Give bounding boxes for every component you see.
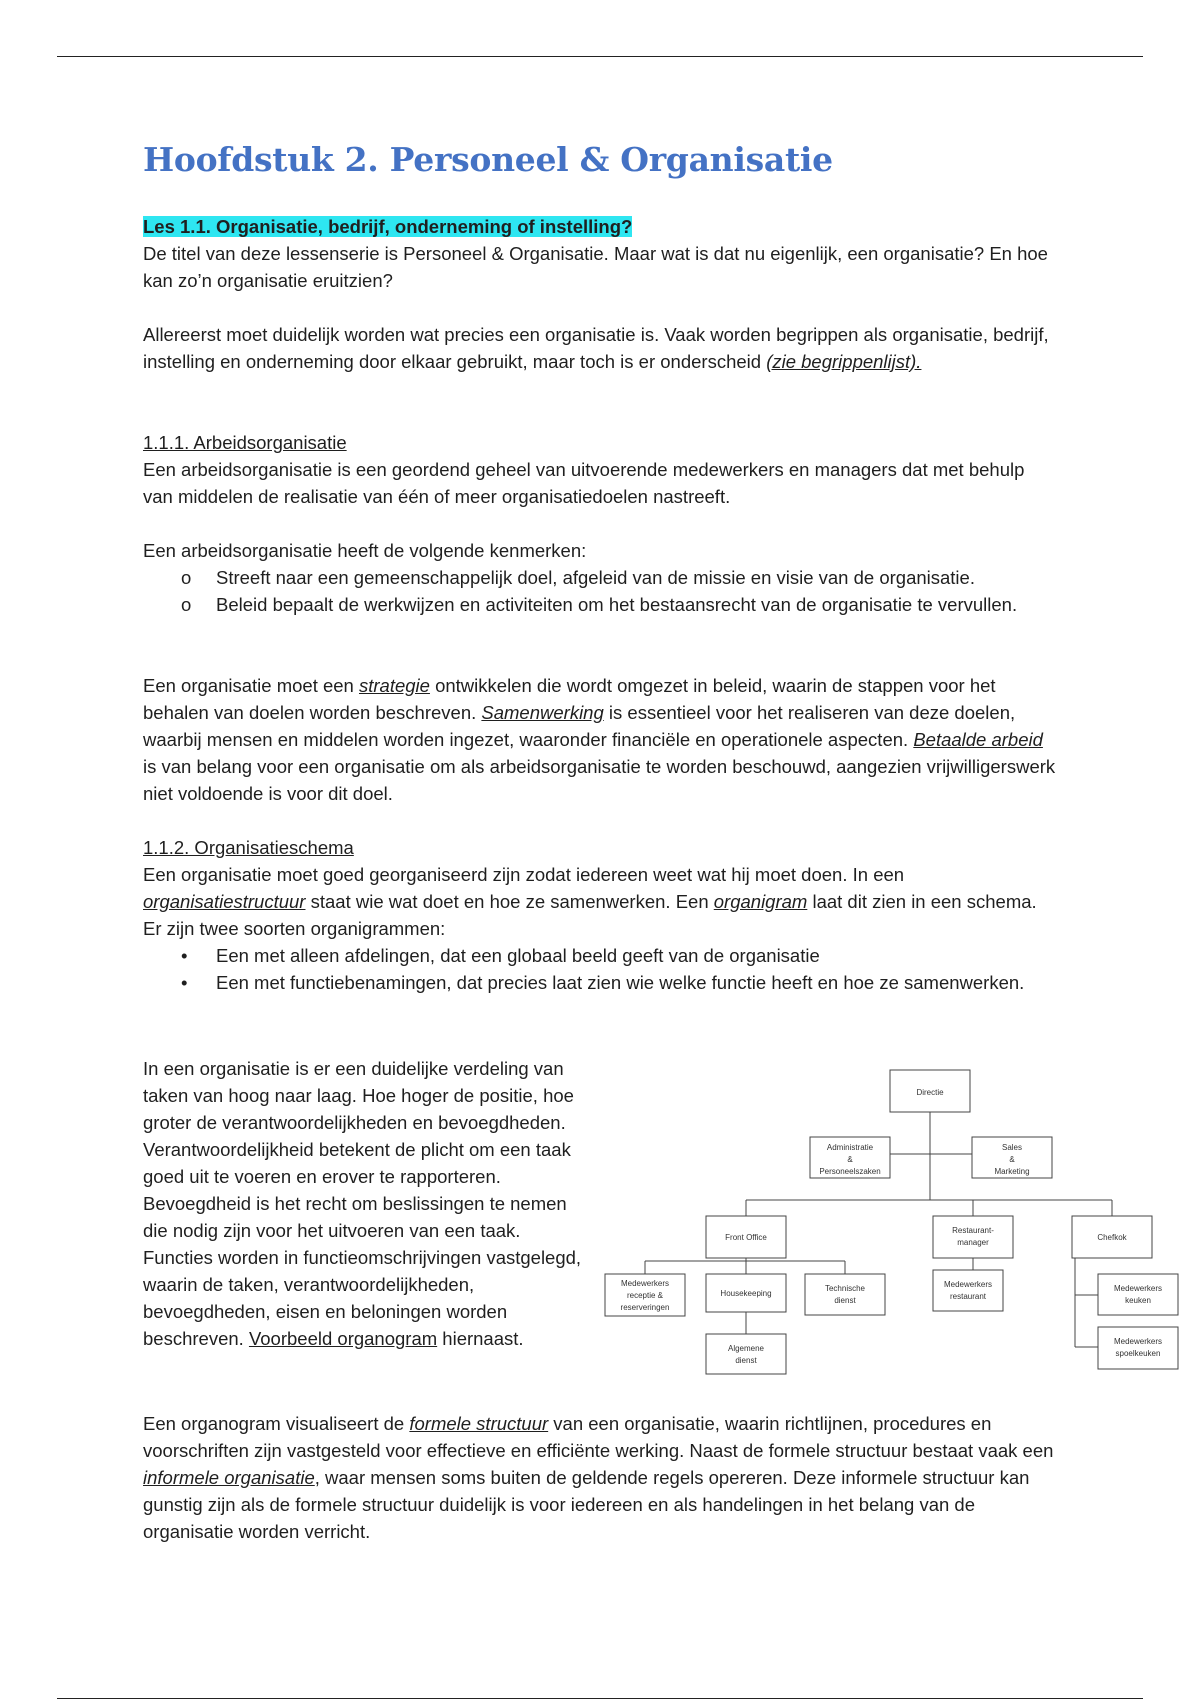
org-box-restaurantmanager xyxy=(933,1216,1013,1258)
org-label: reserveringen xyxy=(620,1303,670,1312)
org-label: Marketing xyxy=(994,1167,1030,1176)
term-strategie: strategie xyxy=(358,675,430,696)
org-label: & xyxy=(847,1155,853,1164)
org-box-restaurant xyxy=(933,1270,1003,1311)
org-box-technische xyxy=(805,1274,885,1315)
term-formele-structuur: formele structuur xyxy=(409,1413,549,1434)
formele-structuur-paragraph: Een organogram visualiseert de formele structuur van een organisatie, waarin richtlijnen, procedures en voorschriften zijn vastgesteld voor effectieve en efficiënte werking. Naast de formele structuur bestaat vaak een informele organisatie, waar mensen soms buiten de geldende regels opereren. Deze informele structuur kan gunstig zijn als de formele structuur duidelijk is voor iedereen en als handelingen in het belang van de organisatie worden verricht. xyxy=(143,1413,1054,1542)
top-rule xyxy=(57,56,1143,57)
org-label: dienst xyxy=(834,1296,856,1305)
list-item: • Een met alleen afdelingen, dat een globaal beeld geeft van de organisatie xyxy=(143,942,1058,969)
term-informele-organisatie: informele organisatie xyxy=(143,1467,315,1488)
org-label: Technische xyxy=(824,1284,866,1293)
term-betaalde-arbeid: Betaalde arbeid xyxy=(913,729,1043,750)
lesson-heading: Les 1.1. Organisatie, bedrijf, onderneming of instelling? xyxy=(143,216,633,237)
kenmerken-list-block xyxy=(143,537,1058,618)
hierarchy-paragraph: In een organisatie is er een duidelijke verdeling van taken van hoog naar laag. Hoe hoger de positie, hoe groter de verantwoordelijkheden en bevoegdheden. Verantwoordelijkheid betekent de plicht om een taak goed uit te voeren en erover te rapporteren. Bevoegdheid is het recht om beslissingen te nemen die nodig zijn voor het uitvoeren van een taak. Functies worden in functieomschrijvingen vastgelegd, waarin de taken, verantwoordelijkheden, bevoegdheden, eisen en beloningen worden beschreven. Voorbeeld organogram hiernaast. xyxy=(143,1058,582,1349)
term-organigram: organigram xyxy=(713,891,808,912)
section1-heading: 1.1.1. Arbeidsorganisatie xyxy=(143,432,347,453)
org-label: Chefkok xyxy=(1097,1233,1127,1242)
lesson-intro-text: De titel van deze lessenserie is Personeel & Organisatie. Maar wat is dat nu eigenlijk, een organisatie? En hoe kan zo’n organisatie eruitzien? xyxy=(143,243,1048,291)
org-label: & xyxy=(1009,1155,1015,1164)
org-label: Administratie xyxy=(826,1143,874,1152)
org-label: Algemene xyxy=(727,1344,765,1353)
org-chart xyxy=(600,1062,1190,1392)
lesson-intro xyxy=(143,213,1058,294)
term-organisatiestructuur: organisatiestructuur xyxy=(143,891,306,912)
para2-text: Allereerst moet duidelijk worden wat precies een organisatie is. Vaak worden begrippen als organisatie, bedrijf, instelling en onderneming door elkaar gebruikt, maar toch is er onderscheid xyxy=(143,324,1049,372)
org-label: dienst xyxy=(735,1356,757,1365)
kenmerken-list xyxy=(143,564,1058,618)
org-label: receptie & xyxy=(626,1291,664,1300)
term-samenwerking: Samenwerking xyxy=(481,702,604,723)
chapter-title: Hoofdstuk 2. Personeel & Organisatie xyxy=(143,140,833,179)
org-label: Front Office xyxy=(725,1233,767,1242)
list-item: • Een met functiebenamingen, dat precies laat zien wie welke functie heeft en hoe ze samenwerken. xyxy=(143,969,1058,996)
org-label: Directie xyxy=(916,1088,944,1097)
section2-heading: 1.1.2. Organisatieschema xyxy=(143,837,354,858)
bottom-rule xyxy=(57,1698,1143,1699)
org-label: spoelkeuken xyxy=(1115,1349,1161,1358)
section1-definition: Een arbeidsorganisatie is een geordend geheel van uitvoerende medewerkers en managers dat met behulp van middelen de realisatie van één of meer organisatiedoelen nastreeft. xyxy=(143,459,1025,507)
section-organisatieschema: 1.1.2. Organisatieschema Een organisatie moet goed georganiseerd zijn zodat iedereen weet wat hij moet doen. In een organisatiestructuur staat wie wat doet en hoe ze samenwerken. Een organigram laat dit zien in een schema. Er zijn twee soorten organigrammen: • Een met alleen afdelingen, dat een globaal beeld geeft van de organisatie • Een met functiebenamingen, dat precies laat zien wie welke functie heeft en hoe ze samenwerken. xyxy=(143,834,1058,996)
dot-bullet-icon: • xyxy=(181,972,188,993)
begrippenlijst-ref: (zie begrippenlijst). xyxy=(766,351,922,372)
lesson-para2 xyxy=(143,321,1058,375)
organigram-types-list xyxy=(143,942,1058,996)
voorbeeld-organogram-link[interactable]: Voorbeeld organogram xyxy=(248,1328,438,1349)
org-label: restaurant xyxy=(949,1292,987,1301)
org-label: Medewerkers xyxy=(943,1280,993,1289)
org-label: Restaurant- xyxy=(952,1226,994,1235)
org-box-keuken xyxy=(1098,1274,1178,1315)
list-item: o Streeft naar een gemeenschappelijk doel, afgeleid van de missie en visie van de organisatie. xyxy=(143,564,1058,591)
section-arbeidsorganisatie xyxy=(143,429,1058,510)
org-box-algemene xyxy=(706,1334,786,1374)
list-item: o Beleid bepaalt de werkwijzen en activiteiten om het bestaansrecht van de organisatie te vervullen. xyxy=(143,591,1058,618)
org-box-spoelkeuken xyxy=(1098,1327,1178,1369)
circle-bullet-icon: o xyxy=(181,594,192,615)
org-label: Medewerkers xyxy=(1113,1337,1163,1346)
circle-bullet-icon: o xyxy=(181,567,192,588)
org-label: Personeelszaken xyxy=(819,1167,881,1176)
org-label: keuken xyxy=(1125,1296,1151,1305)
strategie-paragraph: Een organisatie moet een strategie ontwikkelen die wordt omgezet in beleid, waarin de stappen voor het behalen van doelen worden beschreven. Samenwerking is essentieel voor het realiseren van deze doelen, waarbij mensen en middelen worden ingezet, waaronder financiële en operationele aspecten. Betaalde arbeid is van belang voor een organisatie om als arbeidsorganisatie te worden beschouwd, aangezien vrijwilligerswerk niet voldoende is voor dit doel. xyxy=(143,675,1056,804)
kenmerken-intro: Een arbeidsorganisatie heeft de volgende kenmerken: xyxy=(143,540,587,561)
org-label: Medewerkers xyxy=(620,1279,670,1288)
org-label: manager xyxy=(957,1238,989,1247)
org-label: Medewerkers xyxy=(1113,1284,1163,1293)
org-label: Sales xyxy=(1001,1143,1023,1152)
org-label: Housekeeping xyxy=(720,1289,772,1298)
dot-bullet-icon: • xyxy=(181,945,188,966)
